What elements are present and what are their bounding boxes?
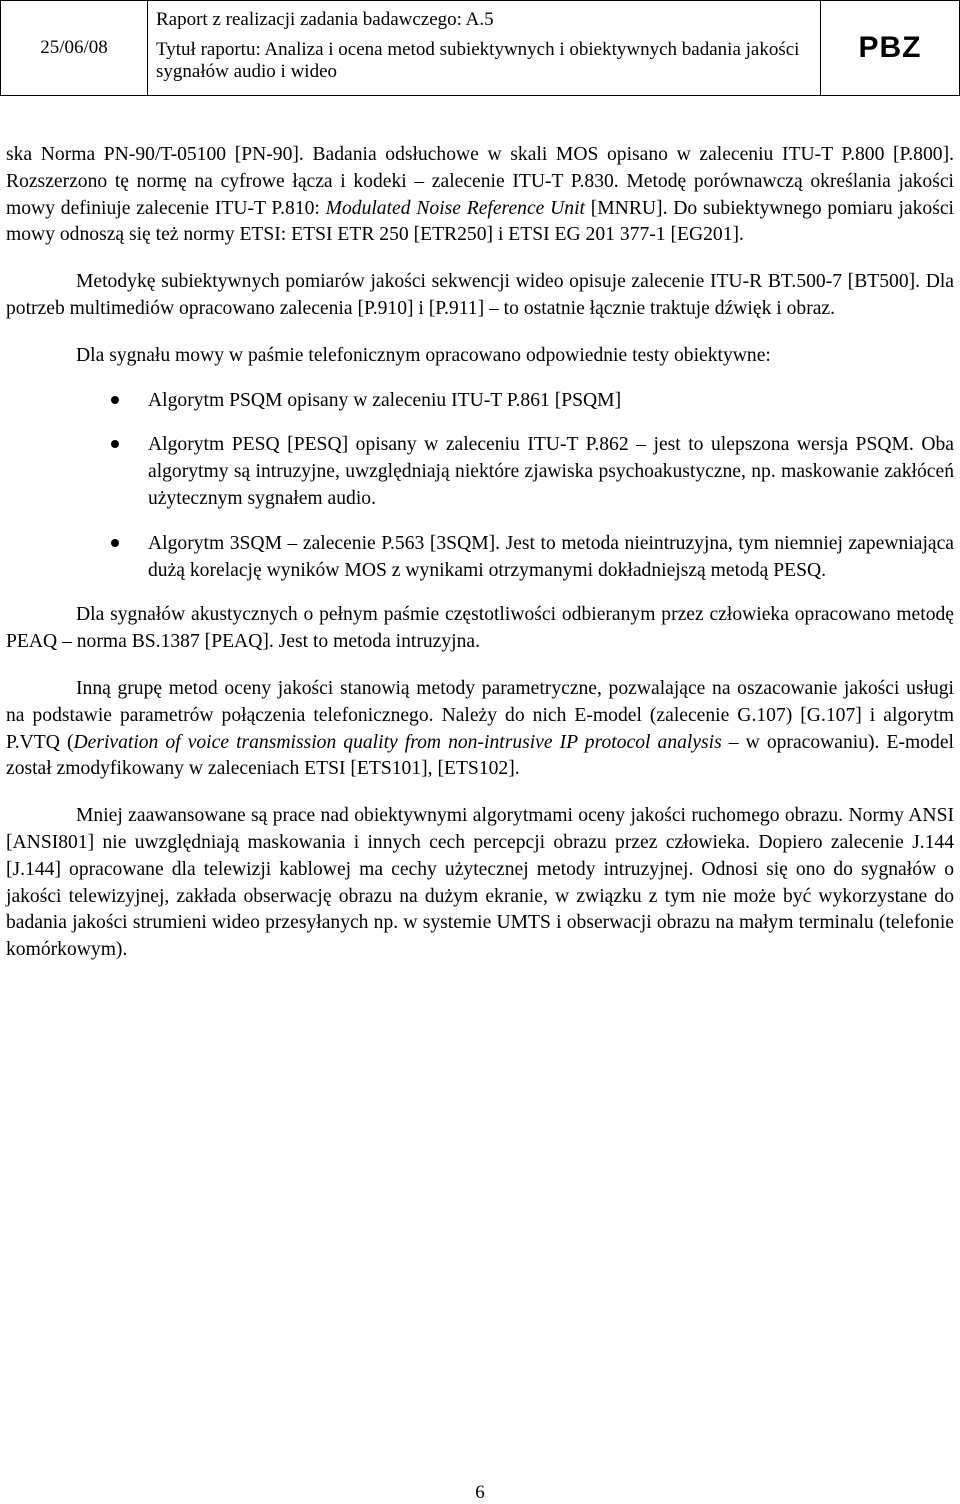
- bullet-icon: [111, 539, 119, 547]
- list-item: [6, 531, 954, 585]
- list-item: [6, 388, 954, 415]
- document-body: [6, 142, 954, 964]
- paragraph-5-text-a: Inną grupę metod oceny jakości stanowią metody parametryczne, pozwalające na oszacowanie jakości usługi na podstawie parametrów połączenia telefonicznego. Należy do nich E-model (zalecenie G.107) [G.107] i algorytm P.VTQ (: [6, 677, 954, 753]
- list-item-text: Algorytm PESQ [PESQ] opisany w zaleceniu ITU-T P.862 – jest to ulepszona wersja PSQM. Oba algorytmy są intruzyjne, uwzględniają niektóre zjawiska psychoakustyczne, np. maskowanie zakłóceń użytecznym sygnałem audio.: [148, 434, 954, 509]
- paragraph-1: [6, 142, 954, 249]
- list-item: [6, 432, 954, 512]
- header-report-line: Raport z realizacji zadania badawczego: A.5: [156, 9, 494, 30]
- paragraph-5: [6, 676, 954, 783]
- paragraph-1-text-a: ska Norma PN-90/T-05100 [PN-90]. Badania odsłuchowe w skali MOS opisano w zaleceniu ITU-T P.800 [P.800]. Rozszerzono tę normę na cyfrowe łącza i kodeki – zalecenie ITU-T P.830. Metodę porównawczą określania jakości mowy definiuje zalecenie ITU-T P.810:: [6, 144, 954, 219]
- bullet-list: [6, 388, 954, 585]
- page-header: [0, 0, 960, 96]
- paragraph-5-text-b: – w opracowaniu). E-model został zmodyfikowany w zaleceniach ETSI [ETS101], [ETS102].: [6, 731, 954, 780]
- paragraph-5-italic: Derivation of voice transmission quality from non-intrusive IP protocol analysis: [73, 731, 722, 753]
- paragraph-2: Metodykę subiektywnych pomiarów jakości sekwencji wideo opisuje zalecenie ITU-R BT.500-7 [BT500]. Dla potrzeb multimediów opracowano zalecenia [P.910] i [P.911] – to ostatnie łącznie traktuje dźwięk i obraz.: [6, 271, 954, 319]
- list-item-text: Algorytm PSQM opisany w zaleceniu ITU-T P.861 [PSQM]: [148, 389, 622, 411]
- bullet-icon: [111, 440, 119, 448]
- header-logo: PBZ: [821, 1, 960, 96]
- paragraph-6: Mniej zaawansowane są prace nad obiektywnymi algorytmami oceny jakości ruchomego obrazu. Normy ANSI [ANSI801] nie uwzględniają maskowania i innych cech percepcji obrazu przez człowieka. Dopiero zalecenie J.144 [J.144] opracowane dla telewizji kablowej ma cechy użytecznej metody intruzyjnej. Odnosi się ono do sygnałów o jakości telewizyjnej, zakłada obserwację obrazu na dużym ekranie, w związku z tym nie może być wykorzystane do badania jakości strumieni wideo przesyłanych np. w systemie UMTS i obserwacji obrazu na małym terminalu (telefonie komórkowym).: [6, 805, 954, 961]
- list-item-text: Algorytm 3SQM – zalecenie P.563 [3SQM]. Jest to metoda nieintruzyjna, tym niemniej zapewniająca dużą korelację wyników MOS z wynikami otrzymanymi dokładniejszą metodą PESQ.: [148, 532, 954, 581]
- paragraph-4: Dla sygnałów akustycznych o pełnym paśmie częstotliwości odbieranym przez człowieka opracowano metodę PEAQ – norma BS.1387 [PEAQ]. Jest to metoda intruzyjna.: [6, 604, 954, 653]
- paragraph-3: Dla sygnału mowy w paśmie telefonicznym opracowano odpowiednie testy obiektywne:: [76, 344, 771, 366]
- header-date: 25/06/08: [1, 1, 148, 96]
- paragraph-1-italic: Modulated Noise Reference Unit: [325, 197, 585, 219]
- paragraph-1-text-b: [MNRU]. Do subiektywnego pomiaru jakości mowy odnoszą się też normy ETSI: ETSI ETR 250 [ETR250] i ETSI EG 201 377-1 [EG201].: [6, 197, 954, 246]
- bullet-icon: [111, 396, 119, 404]
- page-number: 6: [475, 1482, 485, 1503]
- header-title-cell: [148, 1, 821, 96]
- header-title-line: Tytuł raportu: Analiza i ocena metod subiektywnych i obiektywnych badania jakości sygnałów audio i wideo: [156, 39, 800, 82]
